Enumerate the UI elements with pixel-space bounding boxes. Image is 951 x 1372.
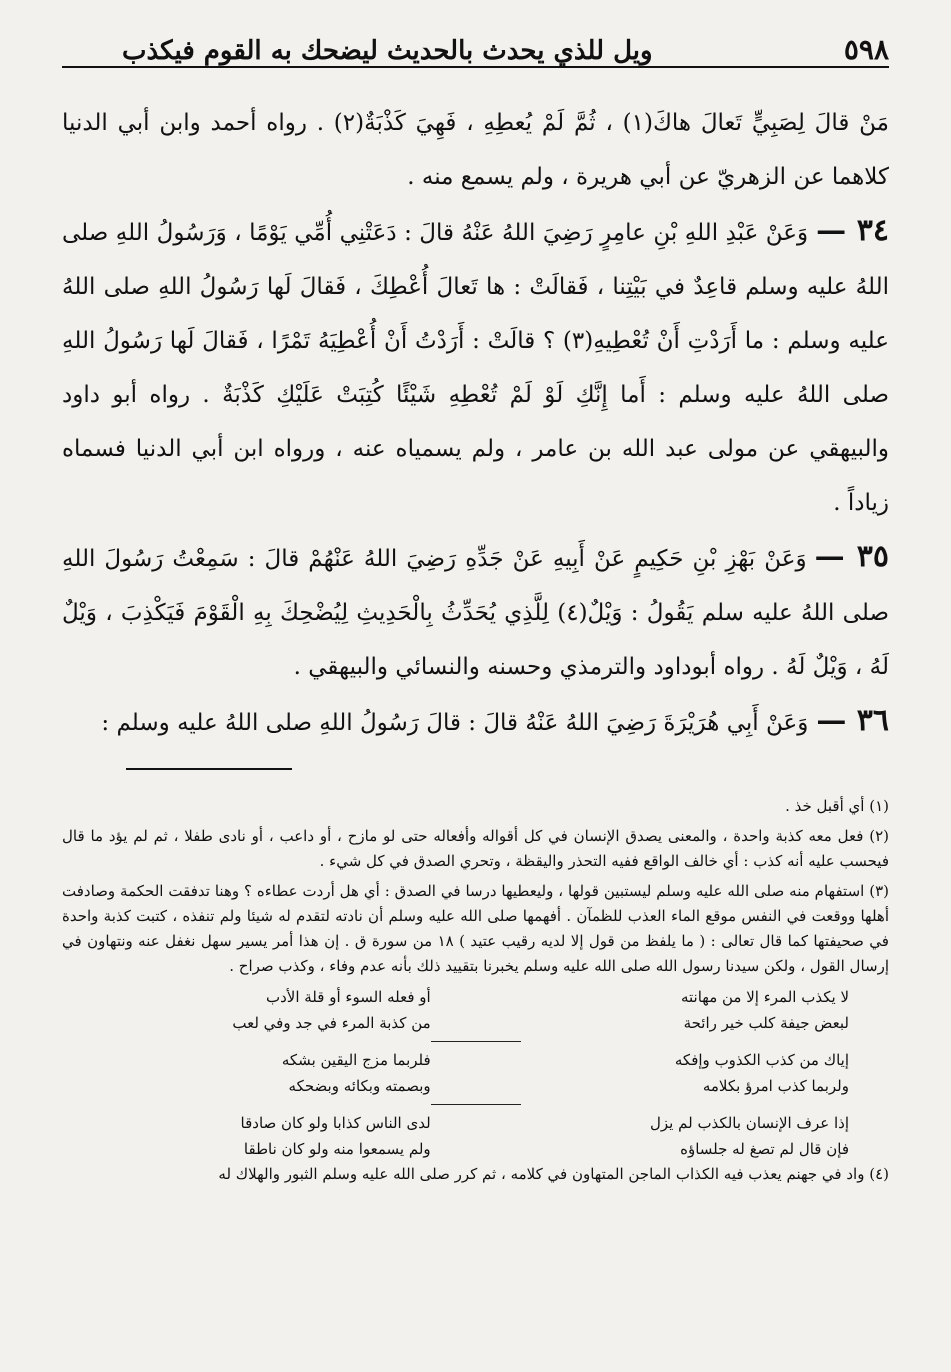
verse [102,1136,849,1162]
hemistich: إذا عرف الإنسان بالكذب لم يزل [650,1114,849,1132]
footnote-separator [126,768,292,770]
main-text [62,96,889,750]
paragraph-intro: مَنْ قالَ لِصَبِيٍّ تَعالَ هاكَ(١) ، ثُمَّ لَمْ يُعطِهِ ، فَهِيَ كَذْبَةٌ(٢) . رواه أحمد وابن أبي الدنيا كلاهما عن الزهريّ عن أبي هريرة ، ولم يسمع منه . [62,110,889,190]
hadith-36 [62,694,889,750]
poem [102,984,849,1162]
verse [102,1010,849,1036]
hemistich: فإن قال لم تصغ له جلساؤه [680,1140,849,1158]
hemistich: ولربما كذب امرؤ بكلامه [702,1077,849,1095]
hadith-number: ٣٥ — [814,539,890,574]
hemistich: لبعض جيفة كلب خير رائحة [683,1014,849,1032]
verse [102,1073,849,1099]
footnote-2: (٢) فعل معه كذبة واحدة ، والمعنى يصدق الإنسان في كل أقواله وأفعاله حتى لو مازح ، أو داعب ، أو نادى طفلا ، ثم لم يؤد ما قال فيحسب عليه أنه كذب : أي خالف الواقع ففيه التحذر واليقظة ، وتحري الصدق في كل شيء . [62,827,889,870]
verse [102,1047,849,1073]
hemistich: لا يكذب المرء إلا من مهانته [680,988,849,1006]
footnote-3: (٣) استفهام منه صلى الله عليه وسلم ليستبين قولها ، وليعطيها درسا في الصدق : أي هل أردت عطاءه ؟ وهنا تدفقت الحكمة وصادفت أهلها ووقعت في النفس موقع الماء العذب للظمآن . أفهمها صلى الله عليه وسلم أن نادته لتقدم له شيئا ولم تنفذه ، كتبت كذبة واحدة في صحيفتها كما قال تعالى : ( ما يلفظ من قول إلا لديه رقيب عتيد ) ١٨ من سورة ق . إن هذا أمر يسير سهل نغفل عنه ونتهاون في إرسال القول ، ولكن سيدنا رسول الله صلى الله عليه وسلم يخبرنا بتقييد ذلك بأنه عدم وفاء ، وكذب صراح . [62,882,889,975]
verse [102,1110,849,1136]
hemistich: ولم يسمعوا منه ولو كان ناطقا [243,1140,431,1158]
verse [102,984,849,1010]
page-number: ٥٩٨ [843,33,889,66]
hemistich: إياك من كذب الكذوب وإفكه [674,1051,849,1069]
footnotes [62,794,889,1192]
hadith-text: وَعَنْ عَبْدِ اللهِ بْنِ عامِرٍ رَضِيَ اللهُ عَنْهُ قالَ : دَعَتْنِي أُمِّي يَوْمًا ، وَرَسُولُ اللهِ صلى اللهُ عليه وسلم قاعِدٌ في بَيْتِنا ، فَقالَتْ : ها تَعالَ أُعْطِكَ ، فَقالَ لَها رَسُولُ اللهِ صلى اللهُ عليه وسلم : ما أَرَدْتِ أَنْ تُعْطِيهِ(٣) ؟ قالَتْ : أَرَدْتُ أَنْ أُعْطِيَهُ تَمْرًا ، فَقالَ لَها رَسُولُ اللهِ صلى اللهُ عليه وسلم : أَما إِنَّكِ لَوْ لَمْ تُعْطِهِ شَيْئًا كُتِبَتْ عَلَيْكِ كَذْبَةٌ . رواه أبو داود والبيهقي عن مولى عبد الله بن عامر ، ولم يسمياه عنه ، ورواه ابن أبي الدنيا فسماه زياداً . [62,220,889,516]
footnote-4: (٤) واد في جهنم يعذب فيه الكذاب الماجن المتهاون في كلامه ، ثم كرر صلى الله عليه وسلم الثبور والهلاك له [218,1165,889,1183]
hadith-34 [62,204,889,530]
hadith-text: وَعَنْ بَهْزِ بْنِ حَكِيمٍ عَنْ أَبِيهِ عَنْ جَدِّهِ رَضِيَ اللهُ عَنْهُمْ قالَ : سَمِعْتُ رَسُولَ اللهِ صلى اللهُ عليه سلم يَقُولُ : وَيْلٌ(٤) لِلَّذِي يُحَدِّثُ بِالْحَدِيثِ لِيُضْحِكَ بِهِ الْقَوْمَ فَيَكْذِبَ ، وَيْلٌ لَهُ ، وَيْلٌ لَهُ . رواه أبوداود والترمذي وحسنه والنسائي والبيهقي . [62,546,889,680]
hadith-text: وَعَنْ أَبِي هُرَيْرَةَ رَضِيَ اللهُ عَنْهُ قالَ : قالَ رَسُولُ اللهِ صلى اللهُ عليه وسلم : [101,710,809,736]
page-header [62,22,889,66]
hemistich: فلربما مزج اليقين بشكه [281,1051,431,1069]
poem-divider [431,1104,521,1105]
footnote-1: (١) أي أقبل خذ . [785,797,889,815]
hadith-number: ٣٤ — [816,213,889,248]
hadith-number: ٣٦ — [816,703,889,738]
running-title: ويل للذي يحدث بالحديث ليضحك به القوم فيكذب [122,36,653,66]
hemistich: وبصمته وبكائه وبضحكه [288,1077,431,1095]
poem-divider [431,1041,521,1042]
hadith-35 [62,530,889,694]
hemistich: لدى الناس كذابا ولو كان صادقا [240,1114,431,1132]
header-rule [62,66,889,68]
hemistich: من كذبة المرء في جد وفي لعب [232,1014,431,1032]
hemistich: أو فعله السوء أو قلة الأدب [265,988,431,1006]
